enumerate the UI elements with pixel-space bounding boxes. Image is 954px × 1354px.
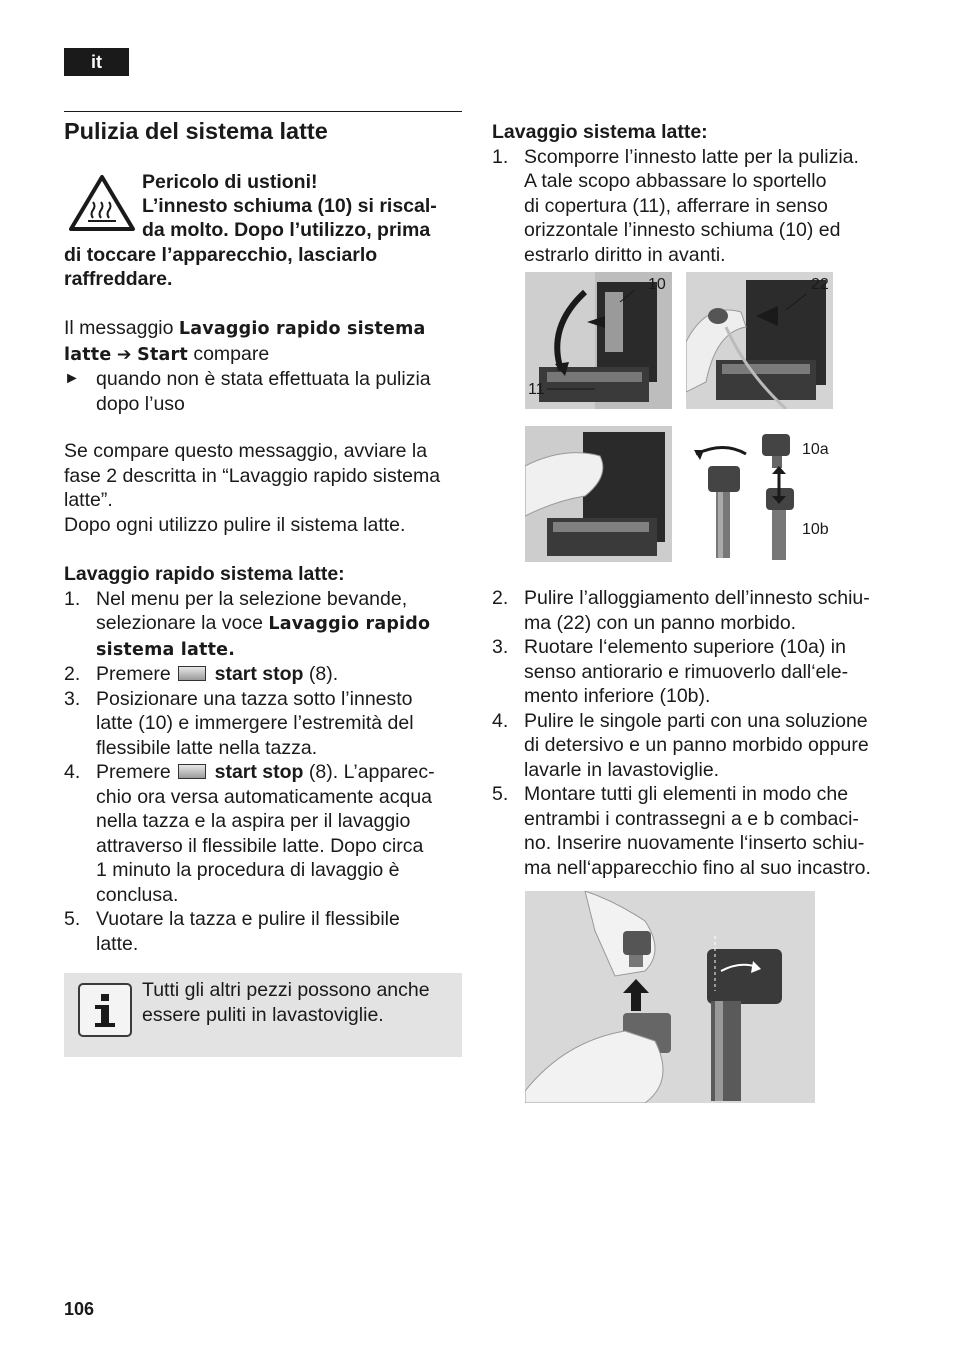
info-icon [78,983,132,1037]
rinse-step-1: 1. Scomporre l’innesto latte per la pulizia. A tale scopo abbassare lo sportello di copertura (11), afferrare in senso orizzontale l’innesto schiuma (10) ed estrarlo diritto in avanti. [492,145,859,266]
figure-reassemble-parts [525,891,815,1103]
rinse-step-3: 3. Ruotare l‘elemento superiore (10a) in senso antiorario e rimuoverlo dall‘ele- mento inferiore (10b). [492,636,849,707]
rinse-step-2: 2. Pulire l’alloggiamento dell’innesto schiu- ma (22) con un panno morbido. [492,587,870,634]
warning-line-2: L’innesto schiuma (10) si riscal- [142,195,437,217]
language-tab: it [64,48,129,76]
info-box [64,973,462,1057]
quick-rinse-step-3: 3. Posizionare una tazza sotto l’innesto latte (10) e immergere l’estremità del flessibile latte nella tazza. [64,687,414,759]
start-stop-key-icon [178,764,206,779]
intro-paragraph: Se compare questo messaggio, avviare la fase 2 descritta in “Lavaggio rapido sistema latte”. Dopo ogni utilizzo pulire il sistema latte. [64,440,441,536]
quick-rinse-heading: Lavaggio rapido sistema latte: [64,563,345,585]
quick-rinse-step-2: 2. Premere start stop (8). [64,663,339,685]
message-bullet: ► quando non è stata effettuata la pulizia dopo l’uso [64,368,431,415]
rinse-section [492,120,892,267]
quick-rinse-step-5: 5. Vuotare la tazza e pulire il flessibile latte. [64,908,400,955]
info-line-2: essere puliti in lavastoviglie. [142,1003,384,1026]
warning-line-4: di toccare l’apparecchio, lasciarlo [64,244,378,266]
figure-clean-housing [525,426,672,562]
rinse-step-4: 4. Pulire le singole parti con una soluzione di detersivo e un panno morbido oppure lavarle in lavastoviglie. [492,709,869,781]
figure-label-10b: 10b [802,521,829,538]
warning-icon [68,174,136,232]
figure-label-22: 22 [811,276,829,293]
warning-line-3: da molto. Dopo l’utilizzo, prima [142,219,431,241]
quick-rinse-step-1: 1. Nel menu per la selezione bevande, selezionare la voce Lavaggio rapido sistema latte. [64,587,431,660]
rinse-heading: Lavaggio sistema latte: [492,121,708,143]
page-number: 106 [64,1299,95,1319]
page-title: Pulizia del sistema latte [64,118,328,144]
title-rule [64,111,462,112]
figure-label-11: 11 [528,381,545,398]
quick-rinse-section [64,562,462,956]
info-line-1: Tutti gli altri pezzi possono anche [142,979,430,1001]
message-text: Il messaggio Lavaggio rapido sistema latte ➔ Start compare ► quando non è stata effettuata la pulizia dopo l’uso [64,316,462,416]
start-stop-key-icon [178,666,206,681]
rinse-step-5: 5. Montare tutti gli elementi in modo che entrambi i contrassegni a e b combaci- no. Inserire nuovamente l‘inserto schiu- ma nell‘apparecchio fino al suo incastro. [492,783,871,879]
quick-rinse-step-4: 4. Premere start stop (8). L’apparec- chio ora versa automaticamente acqua nella tazza e la aspira per il lavaggio attraverso il flessibile latte. Dopo circa 1 minuto la procedura di lavaggio è conclusa. [64,761,435,906]
figure-label-10: 10 [648,276,666,293]
warning-line-5: raffreddare. [64,268,173,290]
rinse-steps-continued [492,586,892,880]
warning-line-1: Pericolo di ustioni! [142,171,318,193]
figure-label-10a: 10a [802,441,829,458]
